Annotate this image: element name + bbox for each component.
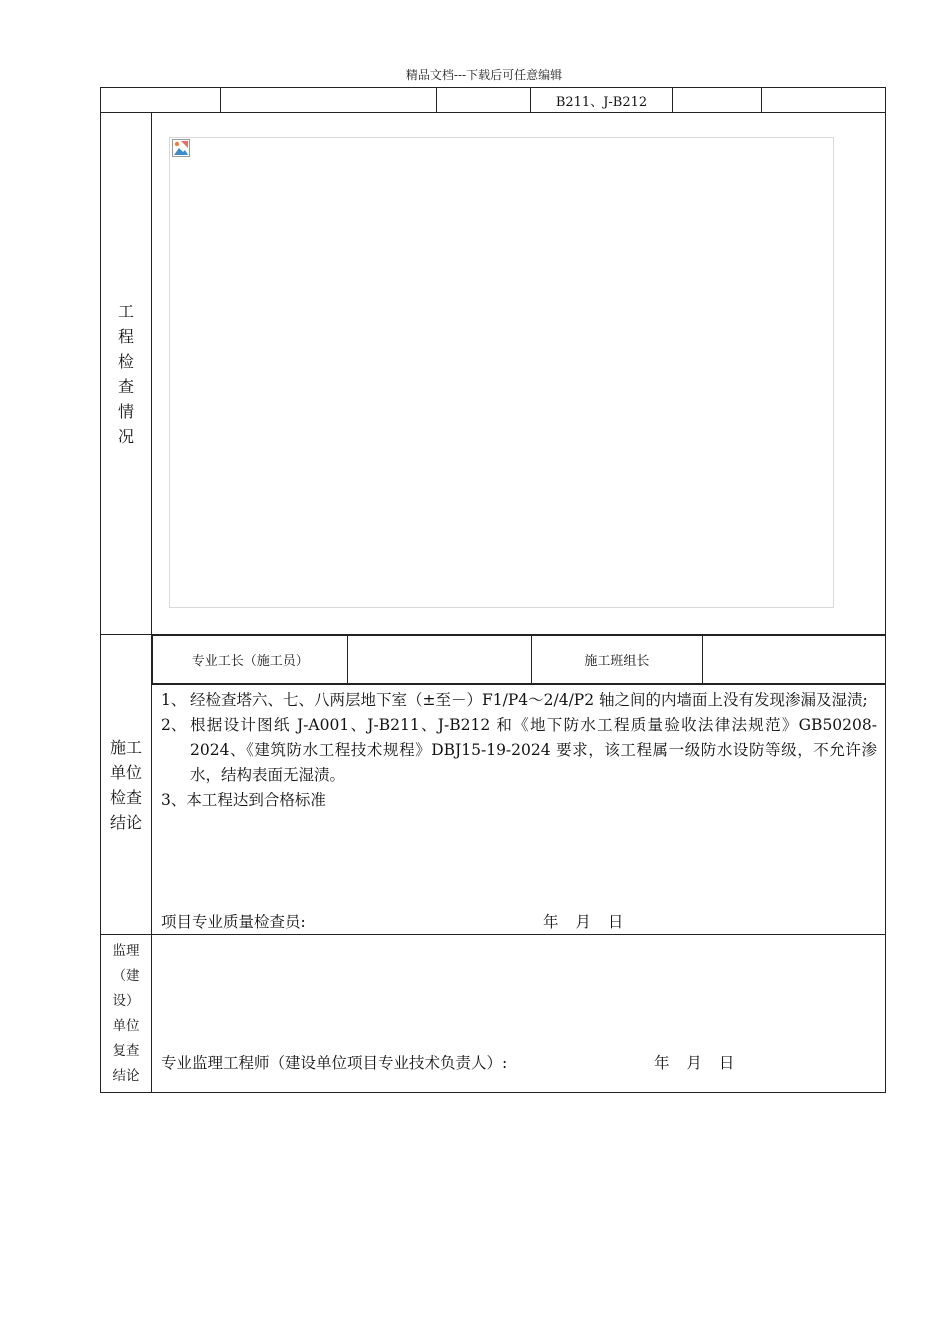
conclusion-list bbox=[152, 685, 885, 813]
broken-image-icon bbox=[172, 139, 190, 157]
conclusion-item-text: 本工程达到合格标准 bbox=[186, 791, 326, 809]
top-cell-1 bbox=[101, 88, 221, 113]
page-header: 精品文档---下载后可任意编辑 bbox=[405, 68, 563, 82]
signers-table bbox=[152, 635, 885, 684]
top-cell-2 bbox=[221, 88, 437, 113]
supervision-label bbox=[101, 939, 151, 1089]
conclusion-item-text: 经检查塔六、七、八两层地下室（±至－）F1/P4～2/4/P2 轴之间的内墙面上没有发现渗漏及湿渍; bbox=[190, 691, 868, 709]
conclusion-item bbox=[161, 788, 877, 813]
inspection-form bbox=[100, 87, 886, 1093]
inspection-label: 工程检查情况 bbox=[118, 301, 135, 446]
inspection-label-cell bbox=[101, 113, 152, 635]
supervision-label-line: 结论 bbox=[112, 1067, 140, 1084]
conclusion-item-number: 2、 bbox=[161, 716, 187, 734]
top-cell-5 bbox=[673, 88, 762, 113]
supervision-label-line: 设） bbox=[112, 992, 140, 1009]
top-cell-6 bbox=[762, 88, 886, 113]
supervision-label-line: 单位 bbox=[112, 1017, 140, 1034]
construction-label-cell bbox=[101, 635, 152, 935]
top-row bbox=[101, 88, 886, 113]
inspection-row bbox=[101, 113, 886, 635]
construction-label: 施工单位检查结论 bbox=[109, 737, 142, 832]
construction-row-header bbox=[101, 635, 886, 685]
supervision-label-cell bbox=[101, 935, 152, 1093]
top-cell-drawings: B211、J-B212 bbox=[531, 88, 673, 113]
team-leader-value bbox=[703, 636, 885, 684]
conclusion-item bbox=[161, 688, 877, 713]
construction-row-conclusion bbox=[101, 685, 886, 935]
inspection-date: 年 月 日 bbox=[543, 913, 624, 931]
inspection-photo bbox=[169, 137, 834, 608]
supervision-label-line: （建 bbox=[112, 967, 140, 984]
supervision-date: 年 月 日 bbox=[654, 1054, 735, 1072]
conclusion-item-number: 3、 bbox=[161, 791, 187, 809]
team-leader-label: 施工班组长 bbox=[531, 636, 702, 684]
conclusion-item-number: 1、 bbox=[161, 691, 187, 709]
construction-conclusion-cell bbox=[152, 685, 886, 935]
supervision-label-line: 监理 bbox=[112, 942, 140, 959]
supervision-row bbox=[101, 935, 886, 1093]
construction-signers-cell bbox=[152, 635, 886, 685]
foreman-label: 专业工长（施工员） bbox=[153, 636, 348, 684]
supervision-engineer-label: 专业监理工程师（建设单位项目专业技术负责人）: bbox=[161, 1054, 508, 1072]
conclusion-item bbox=[161, 713, 877, 788]
supervision-label-line: 复查 bbox=[112, 1042, 140, 1059]
conclusion-item-text: 根据设计图纸 J-A001、J-B211、J-B212 和《地下防水工程质量验收法律法规范》GB50208-2024、《建筑防水工程技术规程》DBJ15-19-2024 要求，该工程属一级防水设防等级，不允许渗水，结构表面无湿渍。 bbox=[190, 716, 877, 784]
inspection-photo-cell bbox=[152, 113, 886, 635]
foreman-value bbox=[348, 636, 531, 684]
top-cell-3 bbox=[437, 88, 531, 113]
supervision-review-cell bbox=[152, 935, 886, 1093]
quality-inspector-label: 项目专业质量检查员: bbox=[161, 913, 306, 931]
